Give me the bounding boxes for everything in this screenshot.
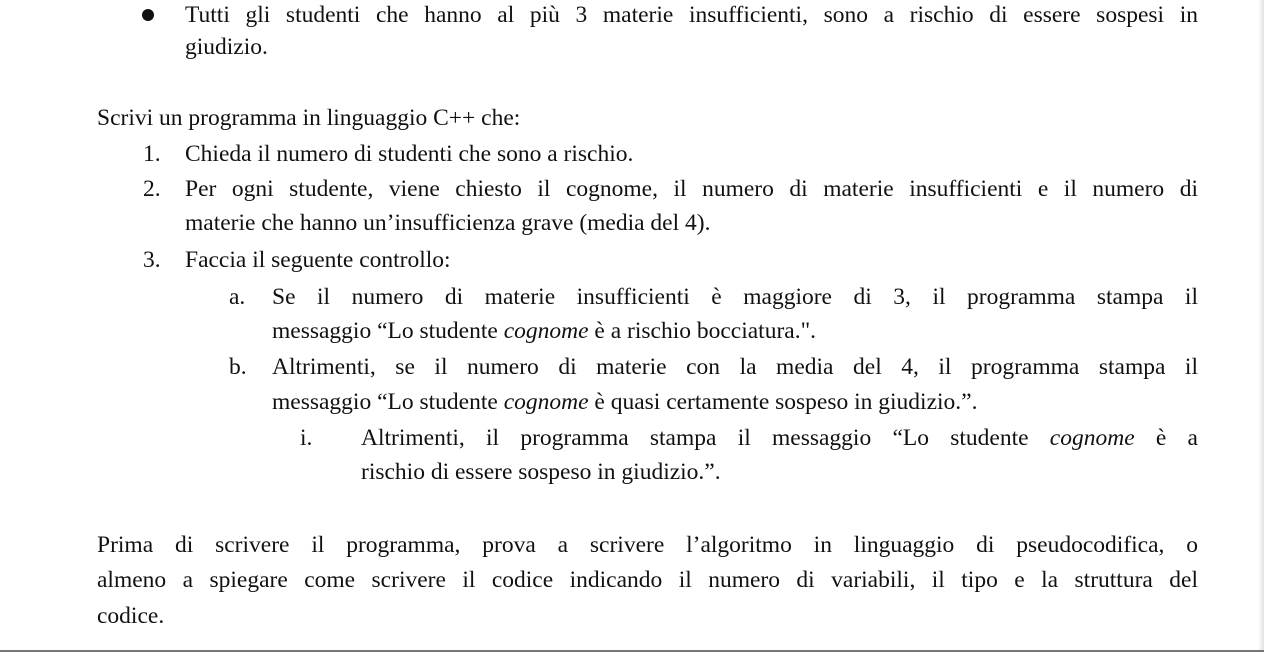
closing-line-2: almeno a spiegare come scrivere il codice indicando il numero di variabili, il tipo e la struttura del (97, 567, 1198, 593)
substep-a-line-2: messaggio “Lo studente cognome è a rischio bocciatura.". (272, 318, 817, 344)
closing-line-1: Prima di scrivere il programma, prova a scrivere l’algoritmo in linguaggio di pseudocodifica, o (97, 532, 1198, 558)
closing-line-3: codice. (97, 603, 165, 629)
step-1-marker: 1. (143, 141, 161, 167)
substep-b-line-1: Altrimenti, se il numero di materie con la media del 4, il programma stampa il (272, 354, 1198, 380)
page-bottom-edge (0, 650, 1264, 652)
bullet-icon (142, 9, 154, 21)
bullet-text-line-1: Tutti gli studenti che hanno al più 3 materie insufficienti, sono a rischio di essere sospesi in (185, 2, 1198, 28)
step-2-marker: 2. (143, 176, 161, 202)
step-2-text-line-1: Per ogni studente, viene chiesto il cognome, il numero di materie insufficienti e il numero di (185, 176, 1198, 202)
step-2-text-line-2: materie che hanno un’insufficienza grave (media del 4). (185, 210, 711, 236)
substep-i-line-2: rischio di essere sospeso in giudizio.”. (361, 459, 721, 485)
substep-a-marker: a. (229, 284, 246, 310)
step-3-marker: 3. (143, 247, 161, 273)
substep-i-marker: i. (300, 425, 313, 451)
step-1-text: Chieda il numero di studenti che sono a rischio. (185, 141, 634, 167)
step-3-text: Faccia il seguente controllo: (185, 247, 451, 273)
substep-a-line-1: Se il numero di materie insufficienti è maggiore di 3, il programma stampa il (272, 284, 1198, 310)
substep-i-line-1: Altrimenti, il programma stampa il messaggio “Lo studente cognome è a (361, 425, 1198, 451)
bullet-text-line-2: giudizio. (185, 34, 268, 60)
substep-b-line-2: messaggio “Lo studente cognome è quasi certamente sospeso in giudizio.”. (272, 389, 978, 415)
page-edge-shadow (1258, 0, 1264, 650)
substep-b-marker: b. (229, 354, 247, 380)
intro-text: Scrivi un programma in linguaggio C++ che: (97, 105, 521, 131)
